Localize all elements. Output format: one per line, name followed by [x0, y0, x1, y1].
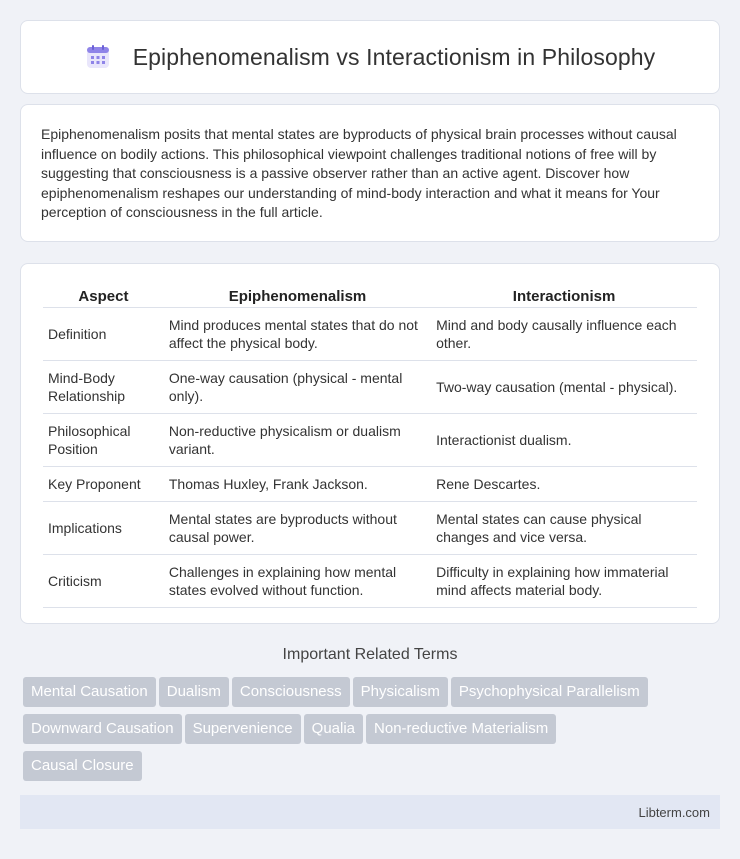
related-terms-title: Important Related Terms [282, 646, 458, 663]
related-term-tag[interactable]: Physicalism [353, 677, 448, 707]
related-term-tag[interactable]: Supervenience [185, 714, 301, 744]
row-aspect: Key Proponent [43, 467, 164, 502]
comparison-table-card [20, 263, 720, 624]
header-interactionism: Interactionism [431, 282, 697, 308]
intro-paragraph: Epiphenomenalism posits that mental states are byproducts of physical brain processes without causal influence on bodily actions. This philosophical viewpoint challenges traditional notions of free will by suggesting that consciousness is a passive observer rather than an active agent. Discover how epiphenomenalism reshapes our understanding of mind-body interaction and what it means for Your perception of consciousness in the full article. [41, 126, 677, 221]
row-aspect: Philosophical Position [43, 414, 164, 467]
row-interactionism: Difficulty in explaining how immaterial mind affects material body. [431, 555, 697, 608]
related-term-tag[interactable]: Psychophysical Parallelism [451, 677, 648, 707]
row-epiphenomenalism: Challenges in explaining how mental states evolved without function. [164, 555, 431, 608]
table-header-row [43, 282, 697, 308]
footer [20, 795, 720, 829]
footer-site-link[interactable]: Libterm.com [638, 804, 710, 820]
intro-card [20, 104, 720, 242]
related-term-tag[interactable]: Causal Closure [23, 751, 142, 781]
row-interactionism: Rene Descartes. [431, 467, 697, 502]
row-interactionism: Two-way causation (mental - physical). [431, 361, 697, 414]
table-row [43, 502, 697, 555]
row-epiphenomenalism: Thomas Huxley, Frank Jackson. [164, 467, 431, 502]
row-aspect: Implications [43, 502, 164, 555]
table-row [43, 308, 697, 361]
table-row [43, 555, 697, 608]
row-epiphenomenalism: Mind produces mental states that do not affect the physical body. [164, 308, 431, 361]
row-epiphenomenalism: Mental states are byproducts without causal power. [164, 502, 431, 555]
row-epiphenomenalism: Non-reductive physicalism or dualism variant. [164, 414, 431, 467]
row-interactionism: Mind and body causally influence each other. [431, 308, 697, 361]
calendar-icon [85, 44, 111, 70]
row-aspect: Criticism [43, 555, 164, 608]
comparison-table [43, 282, 697, 608]
related-term-tag[interactable]: Non-reductive Materialism [366, 714, 556, 744]
header-epiphenomenalism: Epiphenomenalism [164, 282, 431, 308]
row-aspect: Definition [43, 308, 164, 361]
related-term-tag[interactable]: Consciousness [232, 677, 350, 707]
table-row [43, 414, 697, 467]
page-title: Epiphenomenalism vs Interactionism in Philosophy [132, 43, 656, 70]
related-term-tag[interactable]: Qualia [304, 714, 363, 744]
header-aspect: Aspect [43, 282, 164, 308]
title-card [20, 20, 720, 94]
row-interactionism: Mental states can cause physical changes and vice versa. [431, 502, 697, 555]
table-row [43, 361, 697, 414]
related-term-tag[interactable]: Mental Causation [23, 677, 156, 707]
row-aspect: Mind-Body Relationship [43, 361, 164, 414]
row-epiphenomenalism: One-way causation (physical - mental only). [164, 361, 431, 414]
row-interactionism: Interactionist dualism. [431, 414, 697, 467]
table-row [43, 467, 697, 502]
related-term-tag[interactable]: Dualism [159, 677, 229, 707]
related-term-tag[interactable]: Downward Causation [23, 714, 182, 744]
related-terms-list [23, 677, 723, 788]
